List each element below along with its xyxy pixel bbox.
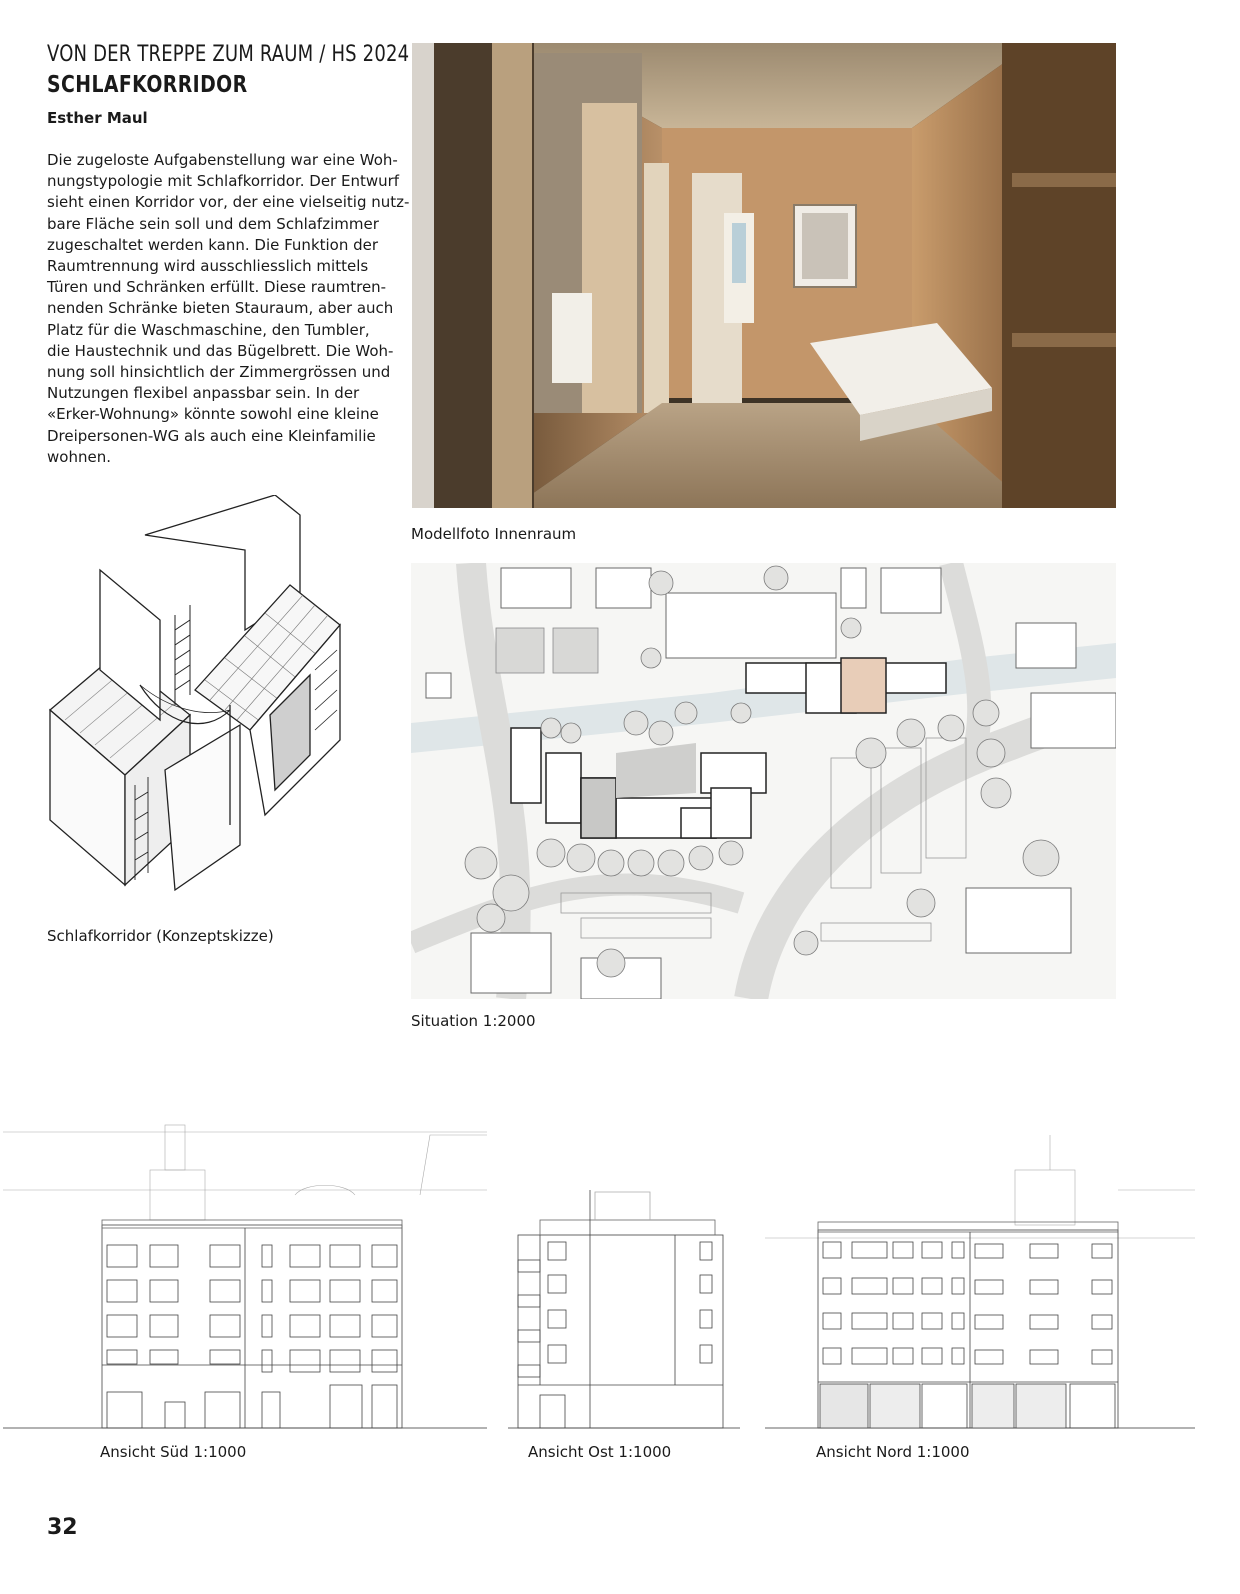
elevation-south-caption: Ansicht Süd 1:1000 <box>100 1443 247 1461</box>
description-line: zugeschaltet werden kann. Die Funktion der <box>47 235 379 254</box>
description-line: sieht einen Korridor vor, der eine vielseitig nutz- <box>47 193 410 212</box>
description-line: nungstypologie mit Schlafkorridor. Der Entwurf <box>47 172 400 191</box>
page-number: 32 <box>47 1515 78 1540</box>
description-line: «Erker-Wohnung» könnte sowohl eine kleine <box>47 405 379 424</box>
project-title: SCHLAFKORRIDOR <box>47 72 248 98</box>
description-line: die Haustechnik und das Bügelbrett. Die Woh- <box>47 341 394 360</box>
elevation-north-caption: Ansicht Nord 1:1000 <box>816 1443 970 1461</box>
series-title: VON DER TREPPE ZUM RAUM / HS 2024 <box>47 42 410 67</box>
elevation-east-caption: Ansicht Ost 1:1000 <box>528 1443 672 1461</box>
description-line: nung soll hinsichtlich der Zimmergrössen und <box>47 363 391 382</box>
description-line: wohnen. <box>47 447 111 466</box>
project-description <box>47 150 410 468</box>
concept-sketch <box>45 495 345 915</box>
model-photo <box>412 43 1116 508</box>
description-line: Dreipersonen-WG als auch eine Kleinfamilie <box>47 426 376 445</box>
description-line: bare Fläche sein soll und dem Schlafzimmer <box>47 214 379 233</box>
description-line: nenden Schränke bieten Stauraum, aber auch <box>47 299 394 318</box>
author-name: Esther Maul <box>47 109 148 127</box>
concept-sketch-caption: Schlafkorridor (Konzeptskizze) <box>47 927 274 945</box>
elevations <box>0 1120 1240 1440</box>
site-plan-caption: Situation 1:2000 <box>411 1012 536 1030</box>
description-line: Türen und Schränken erfüllt. Diese raumtren- <box>47 278 387 297</box>
description-line: Raumtrennung wird ausschliesslich mittels <box>47 257 369 276</box>
site-plan <box>411 563 1116 999</box>
description-line: Platz für die Waschmaschine, den Tumbler, <box>47 320 370 339</box>
description-line: Nutzungen flexibel anpassbar sein. In der <box>47 384 360 403</box>
model-photo-caption: Modellfoto Innenraum <box>411 525 577 543</box>
description-line: Die zugeloste Aufgabenstellung war eine Woh- <box>47 151 398 169</box>
